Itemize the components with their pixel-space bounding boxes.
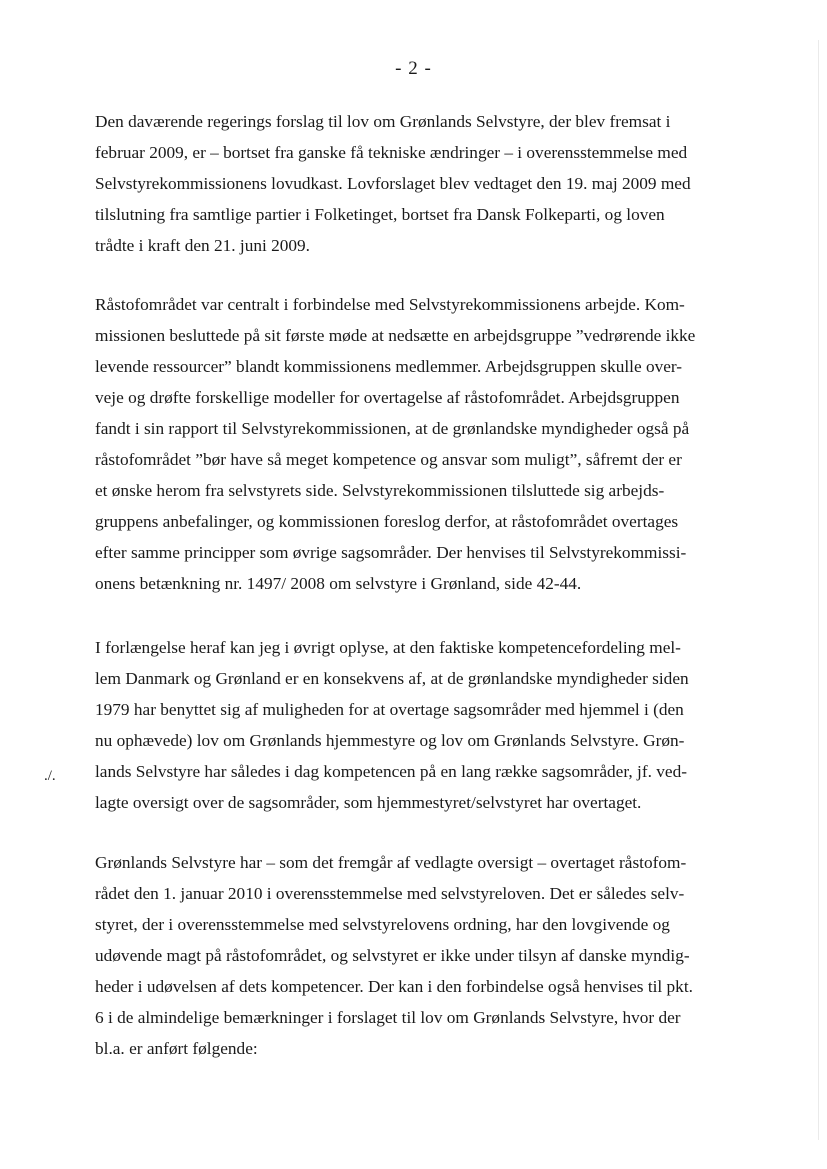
text-line: udøvende magt på råstofområdet, og selvstyret er ikke under tilsyn af danske myndig- [95,946,690,965]
text-line: Selvstyrekommissionens lovudkast. Lovforslaget blev vedtaget den 19. maj 2009 med [95,174,691,193]
enclosure-margin-mark: ./. [44,768,56,784]
paragraph-1 [95,106,745,261]
paragraph-4 [95,847,745,1064]
text-line: fandt i sin rapport til Selvstyrekommissionen, at de grønlandske myndigheder også på [95,419,690,438]
text-line: onens betænkning nr. 1497/ 2008 om selvstyre i Grønland, side 42-44. [95,574,582,593]
text-line: lagte oversigt over de sagsområder, som hjemmestyret/selvstyret har overtaget. [95,793,642,812]
text-line: råstofområdet ”bør have så meget kompetence og ansvar som muligt”, såfremt der er [95,450,682,469]
text-line: nu ophævede) lov om Grønlands hjemmestyre og lov om Grønlands Selvstyre. Grøn- [95,731,685,750]
text-line: februar 2009, er – bortset fra ganske få tekniske ændringer – i overensstemmelse med [95,143,688,162]
text-line: I forlængelse heraf kan jeg i øvrigt oplyse, at den faktiske kompetencefordeling mel- [95,638,681,657]
text-line: lands Selvstyre har således i dag kompetencen på en lang række sagsområder, jf. ved- [95,762,687,781]
text-line: trådte i kraft den 21. juni 2009. [95,236,311,255]
page-number: - 2 - [395,58,432,79]
text-line: lem Danmark og Grønland er en konsekvens af, at de grønlandske myndigheder siden [95,669,689,688]
text-line: missionen besluttede på sit første møde at nedsætte en arbejdsgruppe ”vedrørende ikke [95,326,696,345]
paragraph-2 [95,289,745,599]
text-line: tilslutning fra samtlige partier i Folketinget, bortset fra Dansk Folkeparti, og loven [95,205,665,224]
scan-edge-line [818,40,819,1140]
text-line: rådet den 1. januar 2010 i overensstemmelse med selvstyreloven. Det er således selv- [95,884,685,903]
text-line: Den daværende regerings forslag til lov om Grønlands Selvstyre, der blev fremsat i [95,112,671,131]
text-line: 6 i de almindelige bemærkninger i forslaget til lov om Grønlands Selvstyre, hvor der [95,1008,681,1027]
text-line: efter samme principper som øvrige sagsområder. Der henvises til Selvstyrekommissi- [95,543,687,562]
text-line: veje og drøfte forskellige modeller for overtagelse af råstofområdet. Arbejdsgruppen [95,388,680,407]
text-line: Råstofområdet var centralt i forbindelse med Selvstyrekommissionens arbejde. Kom- [95,295,685,314]
text-line: bl.a. er anført følgende: [95,1039,258,1058]
text-line: et ønske herom fra selvstyrets side. Selvstyrekommissionen tilsluttede sig arbejds- [95,481,665,500]
paragraph-3 [95,632,745,818]
text-line: heder i udøvelsen af dets kompetencer. Der kan i den forbindelse også henvises til pkt. [95,977,693,996]
text-line: Grønlands Selvstyre har – som det fremgår af vedlagte oversigt – overtaget råstofom- [95,853,687,872]
text-line: gruppens anbefalinger, og kommissionen foreslog derfor, at råstofområdet overtages [95,512,679,531]
text-line: styret, der i overensstemmelse med selvstyrelovens ordning, har den lovgivende og [95,915,670,934]
text-line: 1979 har benyttet sig af muligheden for at overtage sagsområder med hjemmel i (den [95,700,684,719]
text-line: levende ressourcer” blandt kommissionens medlemmer. Arbejdsgruppen skulle over- [95,357,683,376]
